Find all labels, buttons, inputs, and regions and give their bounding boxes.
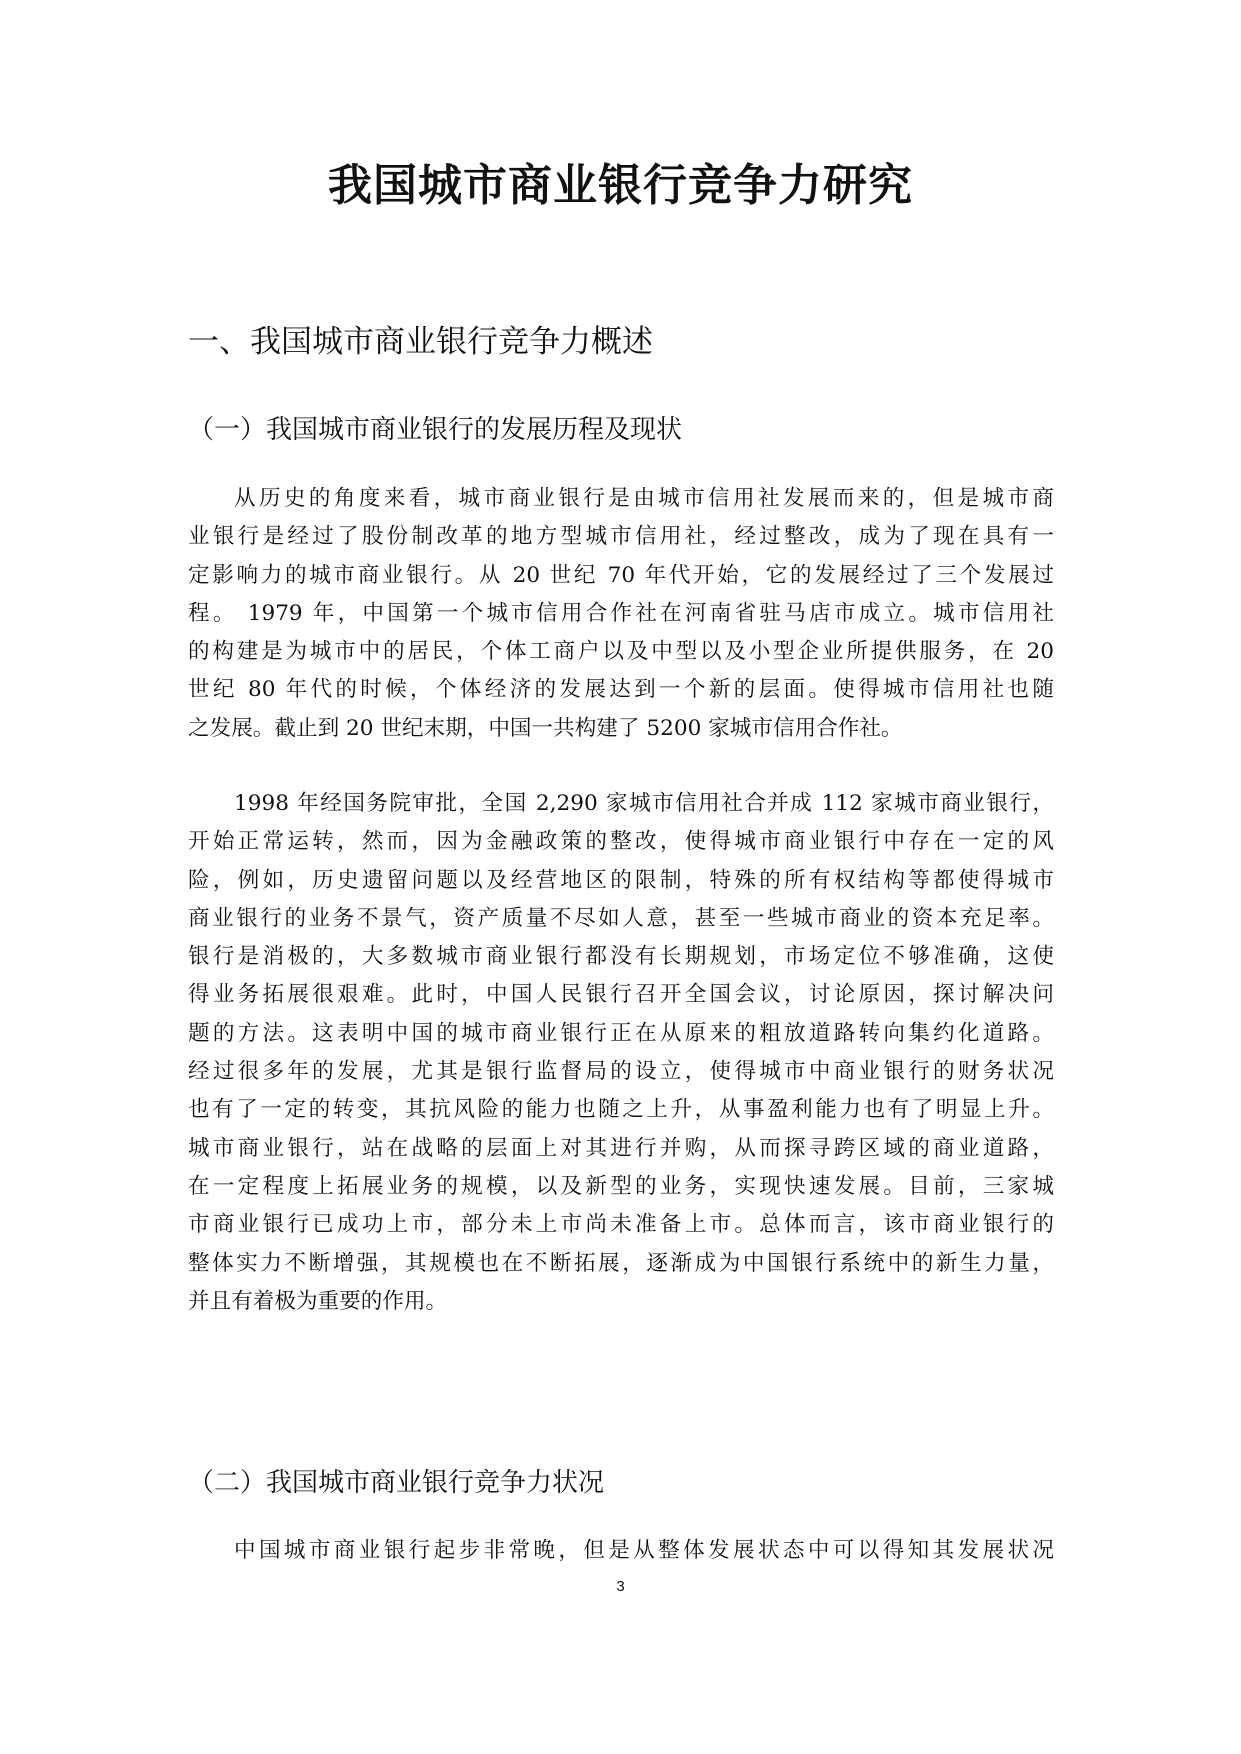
text-line: 1998 年经国务院审批，全国 2,290 家城市信用社合并成 112 家城市商业银行， [234,791,1054,816]
text-line: 定影响力的城市商业银行。从 20 世纪 70 年代开始，它的发展经过了三个发展过 [188,562,1054,588]
text-line: 程。 1979 年，中国第一个城市信用合作社在河南省驻马店市成立。城市信用社 [188,600,1054,626]
text-line: 中国城市商业银行起步非常晚，但是从整体发展状态中可以得知其发展状况 [234,1538,1054,1563]
text-line: 经过很多年的发展，尤其是银行监督局的设立，使得城市中商业银行的财务状况 [188,1059,1054,1085]
text-line: 并且有着极为重要的作用。 [188,1288,448,1314]
subsection-heading-1: （一）我国城市商业银行的发展历程及现状 [188,415,683,445]
paragraph-1998-reform [188,785,1054,1321]
text-line: 开始正常运转，然而，因为金融政策的整改，使得城市商业银行中存在一定的风 [188,829,1054,855]
paragraph-history [188,480,1054,748]
subsection-heading-2: （二）我国城市商业银行竞争力状况 [188,1468,605,1498]
text-line: 整体实力不断增强，其规模也在不断拓展，逐渐成为中国银行系统中的新生力量， [188,1250,1054,1276]
text-line: 也有了一定的转变，其抗风险的能力也随之上升，从事盈利能力也有了明显上升。 [188,1097,1054,1123]
text-line: 银行是消极的，大多数城市商业银行都没有长期规划，市场定位不够准确，这使 [188,944,1054,970]
text-line: 得业务拓展很艰难。此时，中国人民银行召开全国会议，讨论原因，探讨解决问 [188,982,1054,1008]
text-line: 险，例如，历史遗留问题以及经营地区的限制，特殊的所有权结构等都使得城市 [188,867,1054,893]
text-line: 的构建是为城市中的居民，个体工商户以及中型以及小型企业所提供服务，在 20 [188,639,1054,665]
text-line: 业银行是经过了股份制改革的地方型城市信用社，经过整改，成为了现在具有一 [188,524,1054,550]
paragraph-competitiveness [188,1532,1054,1570]
text-line: 从历史的角度来看，城市商业银行是由城市信用社发展而来的，但是城市商 [234,486,1054,511]
text-line: 题的方法。这表明中国的城市商业银行正在从原来的粗放道路转向集约化道路。 [188,1020,1054,1046]
text-line: 世纪 80 年代的时候，个体经济的发展达到一个新的层面。使得城市信用社也随 [188,677,1054,703]
text-line: 商业银行的业务不景气，资产质量不尽如人意，甚至一些城市商业的资本充足率。 [188,905,1054,931]
page-number: 3 [616,1578,625,1595]
section-heading-1: 一、我国城市商业银行竞争力概述 [188,324,653,360]
document-title: 我国城市商业银行竞争力研究 [328,160,913,211]
text-line: 市商业银行已成功上市，部分未上市尚未准备上市。总体而言，该市商业银行的 [188,1212,1054,1238]
text-line: 在一定程度上拓展业务的规模，以及新型的业务，实现快速发展。目前，三家城 [188,1173,1054,1199]
text-line: 之发展。截止到 20 世纪末期，中国一共构建了 5200 家城市信用合作社。 [188,715,903,741]
text-line: 城市商业银行，站在战略的层面上对其进行并购，从而探寻跨区域的商业道路， [188,1135,1054,1161]
